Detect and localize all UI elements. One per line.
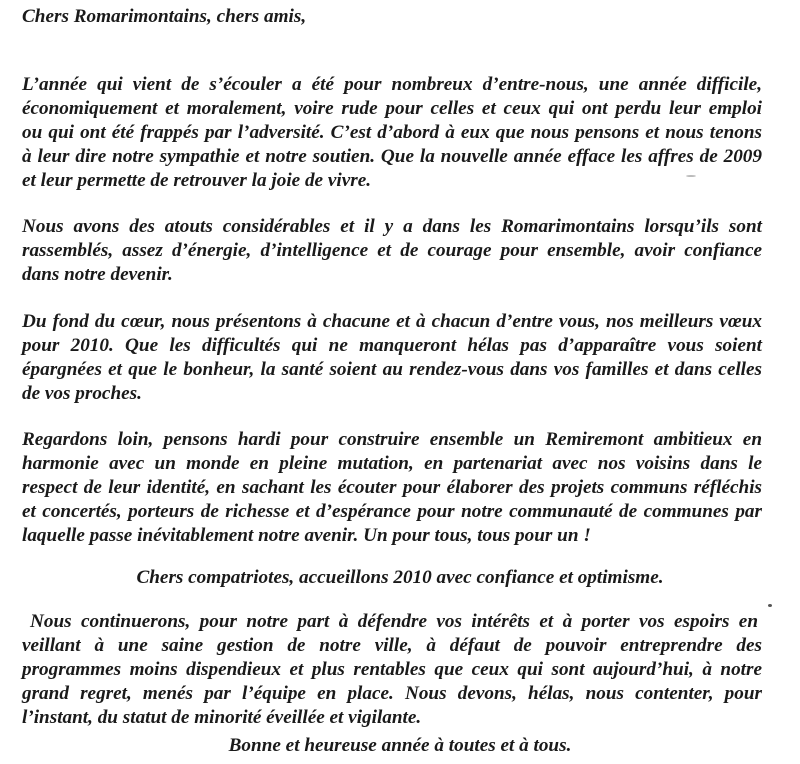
- centered-wish-line: Chers compatriotes, accueillons 2010 avec confiance et optimisme.: [136, 567, 664, 588]
- paragraph-2-line-2: rassemblés, assez d’énergie, d’intelligence et de courage pour ensemble, avoir confiance: [22, 240, 762, 261]
- paragraph-4-line-4: et concertés, porteurs de richesse et d’espérance pour notre communauté de communes par: [22, 501, 762, 522]
- paragraph-1-line-5: et leur permette de retrouver la joie de vivre.: [22, 170, 372, 191]
- final-paragraph-line-3: programmes moins dispendieux et plus rentables que ceux qui sont aujourd’hui, à notre: [22, 659, 762, 680]
- paragraph-4-line-1: Regardons loin, pensons hardi pour construire ensemble un Remiremont ambitieux en: [22, 429, 762, 450]
- paragraph-1-line-4: à leur dire notre sympathie et notre soutien. Que la nouvelle année efface les affres de 2009: [22, 146, 762, 167]
- paragraph-3-line-3: épargnées et que le bonheur, la santé soient au rendez-vous dans vos familles et dans celles: [22, 359, 762, 380]
- letter-greeting: Chers Romarimontains, chers amis,: [22, 6, 307, 27]
- scan-speck: [768, 604, 772, 607]
- paragraph-4-line-5: laquelle passe inévitablement notre avenir. Un pour tous, tous pour un !: [22, 525, 591, 546]
- final-paragraph-line-1: Nous continuerons, pour notre part à défendre vos intérêts et à porter vos espoirs en: [30, 611, 758, 632]
- paragraph-3-line-2: pour 2010. Que les difficultés qui ne manqueront hélas pas d’apparaître vous soient: [22, 335, 762, 356]
- paragraph-2-line-1: Nous avons des atouts considérables et il y a dans les Romarimontains lorsqu’ils sont: [22, 216, 762, 237]
- final-paragraph-line-2: veillant à une saine gestion de notre ville, à défaut de pouvoir entreprendre des: [22, 635, 762, 656]
- paragraph-1-line-3: ou qui ont été frappés par l’adversité. C’est d’abord à eux que nous pensons et nous tenons: [22, 122, 762, 143]
- paragraph-1-line-1: L’année qui vient de s’écouler a été pour nombreux d’entre-nous, une année difficile,: [22, 74, 762, 95]
- closing-line: Bonne et heureuse année à toutes et à tous.: [228, 735, 572, 756]
- paragraph-2-line-3: dans notre devenir.: [22, 264, 173, 285]
- paragraph-3-line-4: de vos proches.: [22, 383, 142, 404]
- scan-speck: [686, 175, 696, 177]
- paragraph-4-line-2: harmonie avec un monde en pleine mutation, en partenariat avec nos voisins dans le: [22, 453, 762, 474]
- final-paragraph-line-4: grand regret, menés par l’équipe en place. Nous devons, hélas, nous contenter, pour: [22, 683, 762, 704]
- final-paragraph-line-5: l’instant, du statut de minorité éveillée et vigilante.: [22, 707, 422, 728]
- paragraph-3-line-1: Du fond du cœur, nous présentons à chacune et à chacun d’entre vous, nos meilleurs vœux: [22, 311, 762, 332]
- paragraph-1-line-2: économiquement et moralement, voire rude pour celles et ceux qui ont perdu leur emploi: [22, 98, 762, 119]
- paragraph-4-line-3: respect de leur identité, en sachant les écouter pour élaborer des projets communs réfléchis: [22, 477, 762, 498]
